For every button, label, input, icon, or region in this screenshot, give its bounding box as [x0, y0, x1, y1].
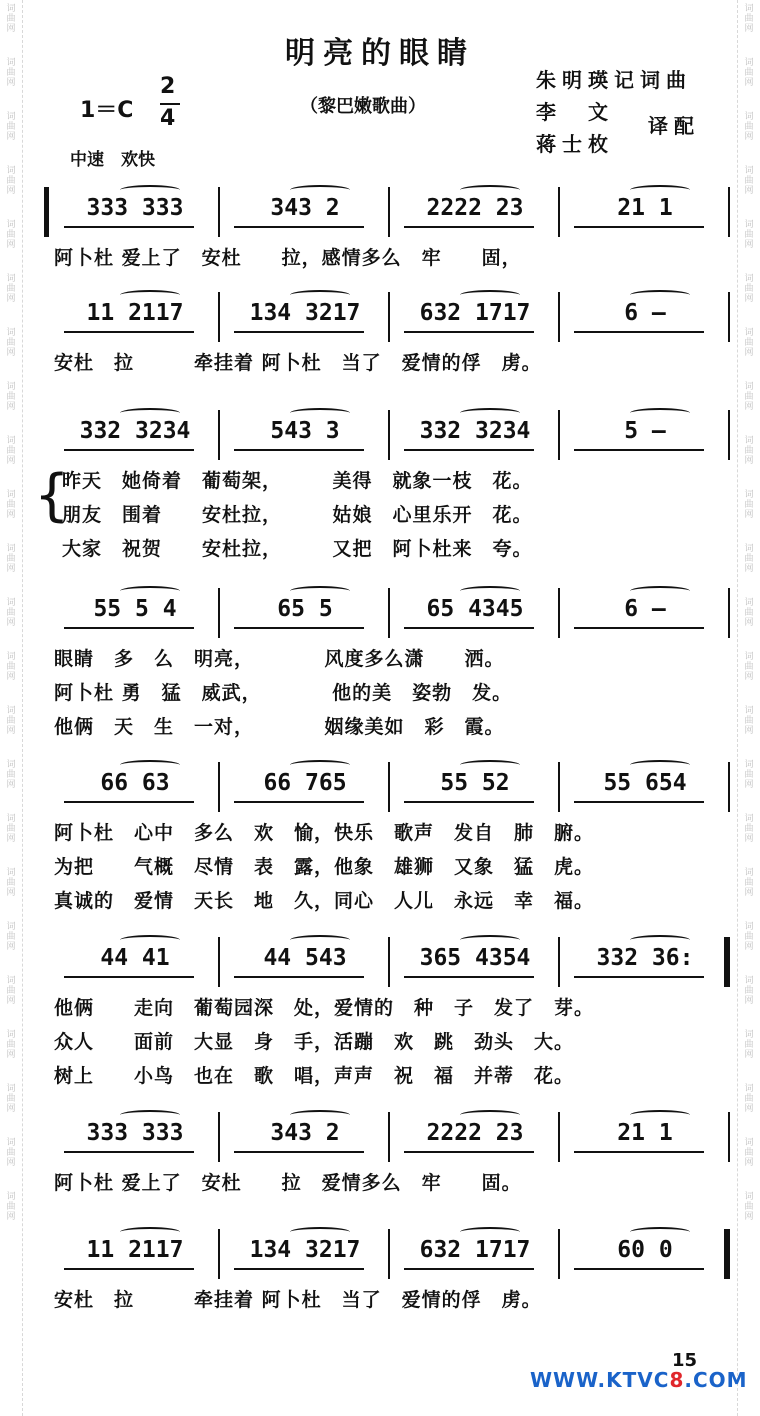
credit-role: 译配: [648, 114, 700, 138]
measure: 632 1717: [419, 1237, 531, 1263]
slur: [120, 1110, 180, 1120]
beam-underline: [404, 226, 534, 228]
notation-line: [50, 1237, 730, 1273]
measure: 21 1: [617, 195, 673, 221]
measure: 543 3: [270, 418, 340, 444]
slur: [120, 1227, 180, 1237]
beam-underline: [234, 627, 364, 629]
slur: [630, 185, 690, 195]
tempo-marking: 中速 欢快: [70, 150, 155, 170]
beam-underline: [234, 976, 364, 978]
barline: [728, 410, 730, 460]
slur: [630, 760, 690, 770]
measure: 55 654: [603, 770, 687, 796]
notation-line: [50, 300, 730, 336]
lyric-line: 安杜 拉 牵挂着 阿卜杜 当了 爱情的俘 虏。: [54, 1289, 542, 1311]
measure: 2222 23: [426, 1120, 524, 1146]
credit-translator-2: 蒋士枚: [536, 132, 614, 156]
watermark-text: 词 曲 网: [744, 652, 754, 682]
watermark-text: 词 曲 网: [744, 1084, 754, 1114]
watermark-text: 词 曲 网: [744, 1192, 754, 1222]
measure: 333 333: [86, 195, 184, 221]
beam-underline: [64, 976, 194, 978]
measure: 11 2117: [86, 1237, 184, 1263]
time-signature-bottom: 4: [160, 106, 176, 131]
slur: [460, 586, 520, 596]
measure: 60 0: [617, 1237, 673, 1263]
watermark-text: 词 曲 网: [744, 328, 754, 358]
slur: [290, 1110, 350, 1120]
time-signature-top: 2: [160, 74, 176, 99]
watermark-text: 词 曲 网: [6, 274, 16, 304]
watermark-text: 词 曲 网: [6, 544, 16, 574]
credit-translator: 李 文: [536, 100, 614, 124]
watermark-text: 词 曲 网: [6, 922, 16, 952]
measure: 632 1717: [419, 300, 531, 326]
beam-underline: [64, 226, 194, 228]
measure: 332 3234: [79, 418, 191, 444]
notation-line: [50, 195, 730, 231]
lyric-line: 大家 祝贺 安杜拉， 又把 阿卜杜来 夸。: [62, 538, 533, 560]
watermark-text: 词 曲 网: [744, 706, 754, 736]
time-signature-line: [160, 103, 180, 105]
repeat-barline: [724, 1229, 729, 1279]
beam-underline: [404, 627, 534, 629]
slur: [120, 760, 180, 770]
lyric-line: 众人 面前 大显 身 手，活蹦 欢 跳 劲头 大。: [54, 1031, 575, 1053]
measure: 2222 23: [426, 195, 524, 221]
beam-underline: [404, 801, 534, 803]
notation-line: [50, 596, 730, 632]
beam-underline: [574, 627, 704, 629]
watermark-text: 词 曲 网: [744, 274, 754, 304]
beam-underline: [64, 449, 194, 451]
beam-underline: [234, 801, 364, 803]
beam-underline: [404, 331, 534, 333]
slur: [120, 586, 180, 596]
beam-underline: [234, 449, 364, 451]
beam-underline: [234, 1151, 364, 1153]
measure: 11 2117: [86, 300, 184, 326]
lyric-line: 阿卜杜 爱上了 安杜 拉，感情多么 牢 固，: [54, 247, 522, 269]
measure: 134 3217: [249, 300, 361, 326]
beam-underline: [574, 801, 704, 803]
measure: 65 5: [277, 596, 333, 622]
watermark-text: 词 曲 网: [6, 706, 16, 736]
watermark-text: 词 曲 网: [744, 490, 754, 520]
slur: [460, 1110, 520, 1120]
watermark-text: 词 曲 网: [6, 1138, 16, 1168]
watermark-text: 词 曲 网: [744, 1138, 754, 1168]
lyric-line: 眼睛 多 么 明亮， 风度多么潇 洒。: [54, 648, 505, 670]
watermark-text: 词 曲 网: [6, 4, 16, 34]
slur: [460, 408, 520, 418]
measure: 66 765: [263, 770, 347, 796]
watermark-text: 词 曲 网: [744, 868, 754, 898]
lyric-line: 阿卜杜 心中 多么 欢 愉，快乐 歌声 发自 肺 腑。: [54, 822, 595, 844]
measure: 6 —: [624, 300, 666, 326]
watermark-text: 词 曲 网: [744, 112, 754, 142]
slur: [630, 1110, 690, 1120]
beam-underline: [574, 976, 704, 978]
watermark-text: 词 曲 网: [744, 58, 754, 88]
watermark-text: 词 曲 网: [6, 868, 16, 898]
measure: 5 —: [624, 418, 666, 444]
watermark-text: 词 曲 网: [744, 598, 754, 628]
website-part3: .COM: [684, 1368, 748, 1392]
slur: [460, 1227, 520, 1237]
lyric-line: 为把 气概 尽情 表 露，他象 雄狮 又象 猛 虎。: [54, 856, 595, 878]
measure: 66 63: [100, 770, 170, 796]
beam-underline: [404, 976, 534, 978]
slur: [120, 185, 180, 195]
measure: 55 52: [440, 770, 510, 796]
slur: [460, 290, 520, 300]
beam-underline: [404, 1268, 534, 1270]
beam-underline: [64, 331, 194, 333]
lyric-line: 安杜 拉 牵挂着 阿卜杜 当了 爱情的俘 虏。: [54, 352, 542, 374]
watermark-text: 词 曲 网: [6, 652, 16, 682]
lyric-line: 朋友 围着 安杜拉， 姑娘 心里乐开 花。: [62, 504, 533, 526]
watermark-text: 词 曲 网: [744, 382, 754, 412]
beam-underline: [64, 1151, 194, 1153]
watermark-text: 词 曲 网: [744, 166, 754, 196]
verse-brace: {: [34, 463, 70, 528]
song-title: 明亮的眼睛: [285, 36, 475, 71]
slur: [630, 935, 690, 945]
repeat-barline: [44, 187, 49, 237]
slur: [120, 290, 180, 300]
repeat-barline: [724, 937, 729, 987]
beam-underline: [574, 1151, 704, 1153]
watermark-text: 词 曲 网: [6, 598, 16, 628]
watermark-text: 词 曲 网: [6, 112, 16, 142]
watermark-text: 词 曲 网: [6, 490, 16, 520]
watermark-text: 词 曲 网: [6, 814, 16, 844]
beam-underline: [574, 449, 704, 451]
measure: 65 4345: [426, 596, 524, 622]
measure: 365 4354: [419, 945, 531, 971]
barline: [728, 292, 730, 342]
lyric-line: 他俩 天 生 一对， 姻缘美如 彩 霞。: [54, 716, 505, 738]
watermark-text: 词 曲 网: [6, 58, 16, 88]
website-watermark: [530, 1368, 748, 1392]
watermark-text: 词 曲 网: [6, 436, 16, 466]
beam-underline: [234, 226, 364, 228]
watermark-text: 词 曲 网: [6, 1084, 16, 1114]
slur: [290, 586, 350, 596]
watermark-text: 词 曲 网: [6, 220, 16, 250]
website-part2: 8: [669, 1368, 685, 1392]
beam-underline: [64, 1268, 194, 1270]
notation-line: [50, 945, 730, 981]
slur: [630, 1227, 690, 1237]
watermark-text: 词 曲 网: [6, 1030, 16, 1060]
slur: [630, 408, 690, 418]
lyric-line: 昨天 她倚着 葡萄架， 美得 就象一枝 花。: [62, 470, 533, 492]
measure: 44 543: [263, 945, 347, 971]
watermark-text: 词 曲 网: [744, 922, 754, 952]
watermark-text: 词 曲 网: [6, 382, 16, 412]
right-watermark-strip: [737, 0, 760, 1416]
slur: [460, 760, 520, 770]
notation-line: [50, 418, 730, 454]
measure: 332 3234: [419, 418, 531, 444]
watermark-text: 词 曲 网: [744, 760, 754, 790]
measure: 333 333: [86, 1120, 184, 1146]
lyric-line: 他俩 走向 葡萄园深 处，爱情的 种 子 发了 芽。: [54, 997, 595, 1019]
watermark-text: 词 曲 网: [6, 1192, 16, 1222]
watermark-text: 词 曲 网: [744, 814, 754, 844]
watermark-text: 词 曲 网: [744, 436, 754, 466]
beam-underline: [404, 449, 534, 451]
lyric-line: 阿卜杜 爱上了 安杜 拉 爱情多么 牢 固。: [54, 1172, 522, 1194]
lyric-line: 树上 小鸟 也在 歌 唱，声声 祝 福 并蒂 花。: [54, 1065, 575, 1087]
measure: 6 —: [624, 596, 666, 622]
beam-underline: [574, 1268, 704, 1270]
beam-underline: [574, 226, 704, 228]
barline: [728, 1112, 730, 1162]
watermark-text: 词 曲 网: [6, 166, 16, 196]
slur: [290, 935, 350, 945]
notation-line: [50, 770, 730, 806]
lyric-line: 真诚的 爱情 天长 地 久，同心 人儿 永远 幸 福。: [54, 890, 595, 912]
slur: [290, 408, 350, 418]
measure: 343 2: [270, 195, 340, 221]
beam-underline: [404, 1151, 534, 1153]
slur: [630, 290, 690, 300]
left-watermark-strip: [0, 0, 23, 1416]
notation-line: [50, 1120, 730, 1156]
measure: 332 36:: [596, 945, 694, 971]
barline: [728, 762, 730, 812]
slur: [290, 1227, 350, 1237]
page-number: 15: [672, 1350, 698, 1371]
barline: [728, 187, 730, 237]
beam-underline: [574, 331, 704, 333]
beam-underline: [234, 331, 364, 333]
watermark-text: 词 曲 网: [744, 4, 754, 34]
measure: 55 5 4: [93, 596, 177, 622]
credit-composer: 朱明瑛记词曲: [536, 68, 692, 92]
website-part1: WWW.KTVC: [530, 1368, 670, 1392]
watermark-text: 词 曲 网: [6, 976, 16, 1006]
slur: [120, 935, 180, 945]
beam-underline: [234, 1268, 364, 1270]
slur: [460, 935, 520, 945]
watermark-text: 词 曲 网: [6, 760, 16, 790]
slur: [630, 586, 690, 596]
watermark-text: 词 曲 网: [744, 220, 754, 250]
measure: 21 1: [617, 1120, 673, 1146]
measure: 134 3217: [249, 1237, 361, 1263]
lyric-line: 阿卜杜 勇 猛 威武， 他的美 姿勃 发。: [54, 682, 513, 704]
beam-underline: [64, 801, 194, 803]
measure: 343 2: [270, 1120, 340, 1146]
slur: [120, 408, 180, 418]
slur: [460, 185, 520, 195]
beam-underline: [64, 627, 194, 629]
slur: [290, 760, 350, 770]
song-subtitle: （黎巴嫩歌曲）: [300, 96, 426, 117]
watermark-text: 词 曲 网: [744, 544, 754, 574]
slur: [290, 185, 350, 195]
slur: [290, 290, 350, 300]
measure: 44 41: [100, 945, 170, 971]
key-signature: 1＝C: [80, 98, 134, 123]
watermark-text: 词 曲 网: [6, 328, 16, 358]
watermark-text: 词 曲 网: [744, 976, 754, 1006]
watermark-text: 词 曲 网: [744, 1030, 754, 1060]
barline: [728, 588, 730, 638]
